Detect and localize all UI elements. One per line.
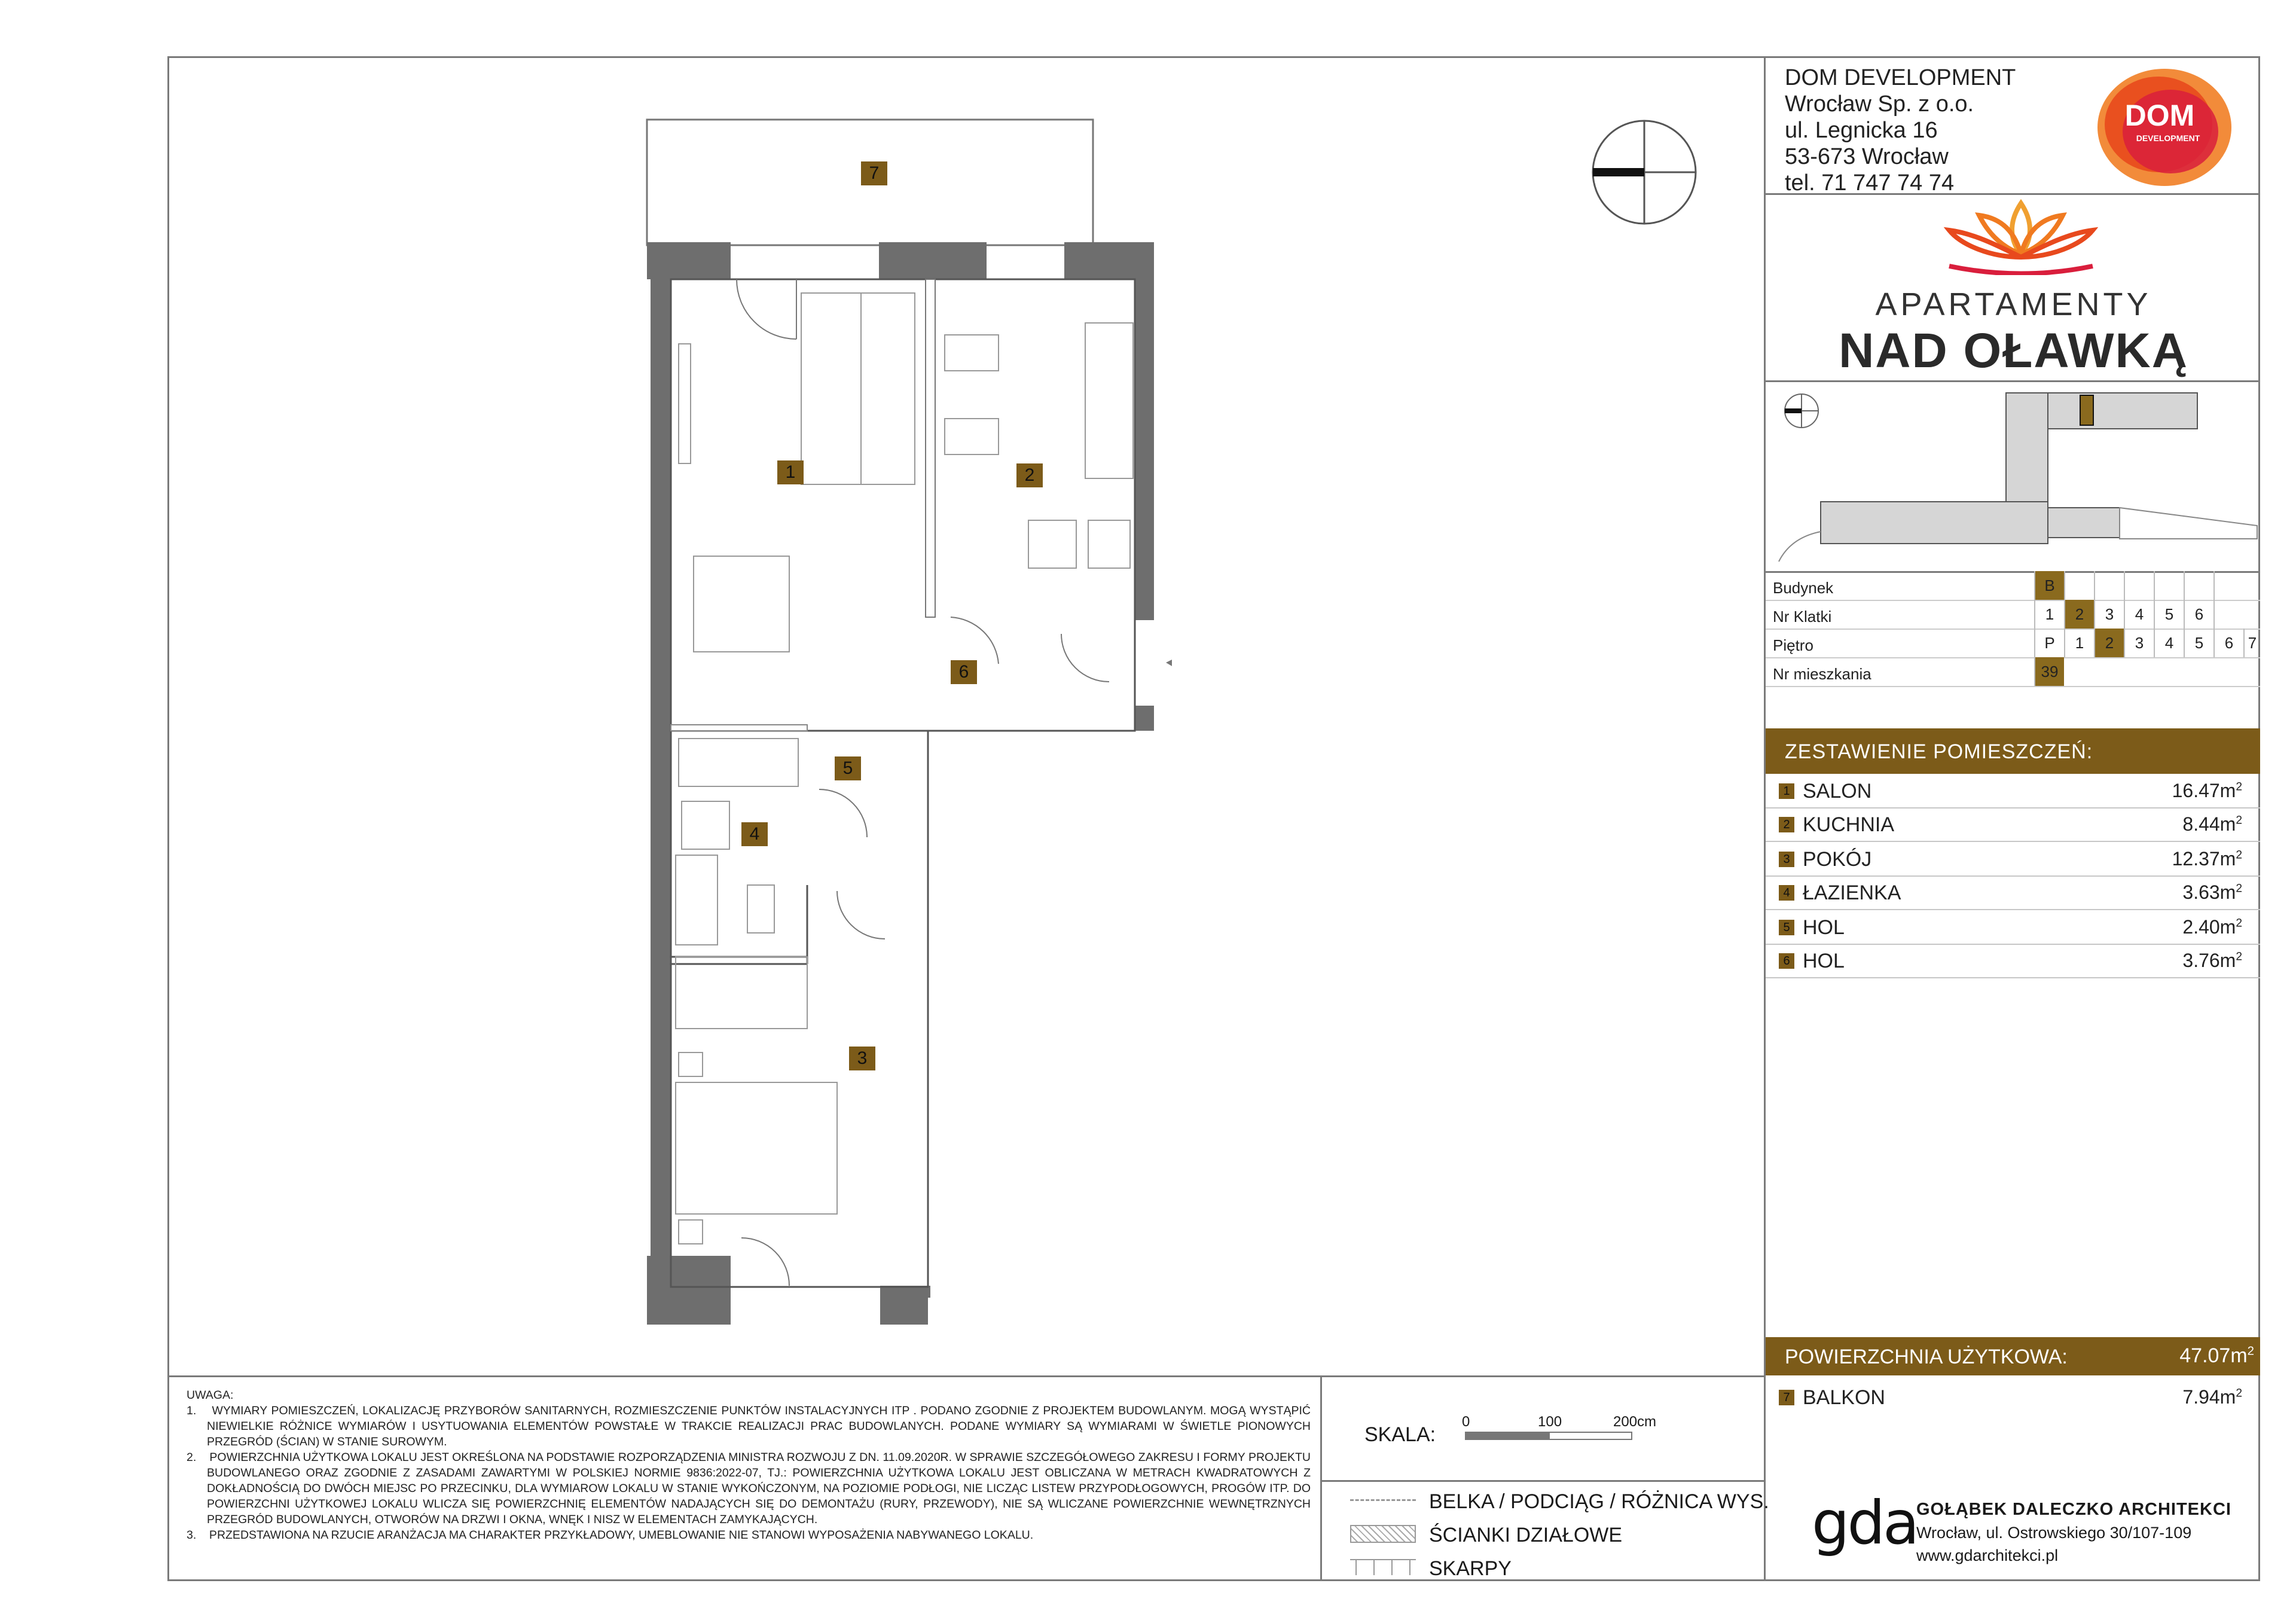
company-name: DOM DEVELOPMENT <box>1785 65 2016 90</box>
staircase-label: Nr Klatki <box>1773 608 1832 626</box>
room-number: 6 <box>1779 953 1794 969</box>
floor-cell: 7 <box>2243 629 2260 657</box>
room-row <box>1766 945 2260 978</box>
usable-area-value: $47.07m^2$ <box>2179 1344 2254 1367</box>
room-area: $2.40m^2$ <box>2182 916 2242 938</box>
divider <box>1766 841 2260 842</box>
balcony-row <box>1766 1381 2260 1415</box>
divider <box>1320 1480 1766 1482</box>
room-number: 3 <box>1779 852 1794 867</box>
room-number: 1 <box>1779 783 1794 799</box>
rooms-header: ZESTAWIENIE POMIESZCZEŃ: <box>1785 740 2093 763</box>
dom-development-logo <box>2093 65 2236 190</box>
floor-cell: 4 <box>2154 629 2184 657</box>
room-name: KUCHNIA <box>1803 813 1895 836</box>
empty-cell <box>2184 571 2213 600</box>
room-row <box>1766 877 2260 910</box>
floor-cell-selected: 2 <box>2094 629 2124 657</box>
room-area: $12.37m^2$ <box>2172 848 2242 870</box>
architect-name: GOŁĄBEK DALECZKO ARCHITEKCI <box>1916 1500 2231 1519</box>
divider <box>1766 686 2260 687</box>
project-title-bottom: NAD OŁAWKĄ <box>1839 324 2188 378</box>
room-area: $3.63m^2$ <box>2182 881 2242 903</box>
floor-cell: 6 <box>2213 629 2243 657</box>
architect-logo: gda <box>1812 1488 1918 1558</box>
room-number: 4 <box>1779 885 1794 901</box>
divider <box>1766 909 2260 910</box>
room-name: BALKON <box>1803 1386 1885 1409</box>
lotus-logo-icon <box>1937 197 2105 275</box>
apartment-cell: 39 <box>2034 657 2064 686</box>
room-area: $3.76m^2$ <box>2182 950 2242 971</box>
room-name: ŁAZIENKA <box>1803 881 1901 904</box>
empty-cell <box>2064 571 2094 600</box>
room-area: $16.47m^2$ <box>2172 780 2242 801</box>
legend-partition: ŚCIANKI DZIAŁOWE <box>1429 1524 1623 1546</box>
project-title-top: APARTAMENTY <box>1875 286 2152 322</box>
plan-label-hall-5: 5 <box>835 756 861 780</box>
staircase-cell: 5 <box>2154 600 2184 629</box>
empty-cell <box>2094 571 2124 600</box>
empty-cell <box>2213 600 2243 629</box>
plan-label-balcony: 7 <box>861 161 887 185</box>
company-line: ul. Legnicka 16 <box>1785 118 1938 143</box>
empty-cell <box>2213 571 2243 600</box>
scale-label: SKALA: <box>1364 1423 1436 1446</box>
plan-label-bathroom: 4 <box>741 822 768 846</box>
divider <box>1766 657 2260 658</box>
note-item: 3. PRZEDSTAWIONA NA RZUCIE ARANŻACJA MA CHARAKTER PRZYKŁADOWY, UMEBLOWANIE NIE STANOWI WYPOSAŻENIA NABYWANEGO LOKALU. <box>187 1529 1034 1542</box>
reveal-legend-icon <box>1350 1557 1416 1575</box>
floor-cell: 1 <box>2064 629 2094 657</box>
room-area: $7.94m^2$ <box>2182 1386 2242 1408</box>
svg-text:DOM: DOM <box>2124 99 2195 132</box>
room-row <box>1766 775 2260 809</box>
usable-area-label: POWIERZCHNIA UŻYTKOWA: <box>1785 1346 2068 1368</box>
scale-bar-dark <box>1465 1432 1549 1440</box>
beam-legend-icon <box>1350 1499 1416 1503</box>
building-cell: B <box>2034 571 2064 600</box>
compass-icon <box>1590 118 1698 226</box>
staircase-cell: 1 <box>2034 600 2064 629</box>
note-item: 2. POWIERZCHNIA UŻYTKOWA LOKALU JEST OKREŚLONA NA PODSTAWIE ROZPORZĄDZENIA MINISTRA ROZWOJU Z DN. 11.09.2020R. W SPRAWIE SZCZEGÓŁOWEGO ZAKRESU I FORMY PROJEKTU BUDOWLANEGO ORAZ ZGODNIE Z ZASADAMI ZAWARTYMI W POLSKIEJ NORMIE 9836:2022-07, TJ.: POWIERZCHNIA UŻYTKOWA LOKALU JEST OBLICZANA W METRACH KWADRATOWYCH Z DOKŁADNOŚCIĄ DO DWÓCH MIEJSC PO PRZECINKU, DLA WYMIAROW LOKALU W STANIE WYKOŃCZONYM, NA POZIOMIE PODŁOGI, NIE LICZĄC LISTEW PRZYPODŁOGOWYCH, PROGÓW ITP. DO POWIERZCHNI UŻYTKOWEJ LOKALU WLICZA SIĘ POWIERZCHNIĘ ELEMENTÓW NADAJĄCYCH SIĘ DO DEMONTAŻU (RURY, PRZEWODY), NIE SĄ WLICZANE POWIERZCHNIE WEWNĘTRZNYCH PRZEGRÓD BUDOWLANYCH, OTWORÓW NA DRZWI I OKNA, WNĘK I NISZ W ELEMENTACH ZAMYKAJĄCYCH. <box>187 1451 1311 1526</box>
notes <box>187 1387 1311 1543</box>
staircase-cell: 3 <box>2094 600 2124 629</box>
legend-reveal: SKARPY <box>1429 1557 1512 1580</box>
legend-beam: BELKA / PODCIĄG / RÓŻNICA WYS. <box>1429 1490 1769 1513</box>
scale-tick: 100 <box>1538 1414 1562 1430</box>
building-label: Budynek <box>1773 579 1834 597</box>
room-number: 7 <box>1779 1390 1794 1405</box>
room-number: 5 <box>1779 920 1794 935</box>
plan-label-kitchen: 2 <box>1016 463 1043 487</box>
notes-title: UWAGA: <box>187 1389 234 1402</box>
room-name: POKÓJ <box>1803 848 1872 871</box>
room-row <box>1766 809 2260 842</box>
divider <box>1320 1375 1322 1581</box>
divider <box>167 1375 1766 1377</box>
floor-cell: 3 <box>2124 629 2154 657</box>
room-row <box>1766 843 2260 877</box>
floor-plan <box>634 114 1172 1346</box>
plan-label-salon: 1 <box>777 460 804 484</box>
floor-cell: 5 <box>2184 629 2213 657</box>
room-number: 2 <box>1779 817 1794 832</box>
room-name: SALON <box>1803 780 1872 803</box>
empty-cell <box>2154 571 2184 600</box>
floor-label: Piętro <box>1773 636 1813 654</box>
architect-website: www.gdarchitekci.pl <box>1916 1546 2059 1564</box>
empty-cell <box>2124 571 2154 600</box>
room-row <box>1766 911 2260 945</box>
note-item: 1. WYMIARY POMIESZCZEŃ, LOKALIZACJĘ PRZYBORÓW SANITARNYCH, ROZMIESZCZENIE PUNKTÓW INSTALACYJNYCH ITP . PODANO ZGODNIE Z PROJEKTEM BUDOWLANYM. MOGĄ WYSTĄPIĆ NIEWIELKIE RÓŻNICE WYMIARÓW I USYTUOWANIA ELEMENTÓW POWSTAŁE W TRAKCIE REALIZACJI PRAC BUDOWLANYCH. PODANE WYMIARY SĄ WYMIARAMI W ŚWIETLE PIONOWYCH PRZEGRÓD (ŚCIAN) W STANIE SUROWYM. <box>187 1404 1311 1448</box>
plan-label-room: 3 <box>849 1047 875 1070</box>
plan-label-hall-6: 6 <box>951 660 977 684</box>
company-line: 53-673 Wrocław <box>1785 144 1949 169</box>
svg-text:DEVELOPMENT: DEVELOPMENT <box>2136 133 2200 143</box>
room-name: HOL <box>1803 916 1845 939</box>
site-plan-thumbnail <box>1767 382 2260 571</box>
partition-legend-icon <box>1350 1525 1416 1543</box>
floor-cell: P <box>2034 629 2064 657</box>
staircase-cell-selected: 2 <box>2064 600 2094 629</box>
architect-address: Wrocław, ul. Ostrowskiego 30/107-109 <box>1916 1524 2192 1542</box>
room-name: HOL <box>1803 950 1845 972</box>
company-phone: tel. 71 747 74 74 <box>1785 170 1955 196</box>
scale-tick: 200cm <box>1613 1414 1657 1430</box>
staircase-cell: 6 <box>2184 600 2213 629</box>
staircase-cell: 4 <box>2124 600 2154 629</box>
apartment-label: Nr mieszkania <box>1773 665 1871 683</box>
divider <box>1766 977 2260 978</box>
company-line: Wrocław Sp. z o.o. <box>1785 91 1974 117</box>
scale-bar-light <box>1549 1432 1632 1440</box>
room-area: $8.44m^2$ <box>2182 813 2242 835</box>
scale-tick: 0 <box>1462 1414 1470 1430</box>
